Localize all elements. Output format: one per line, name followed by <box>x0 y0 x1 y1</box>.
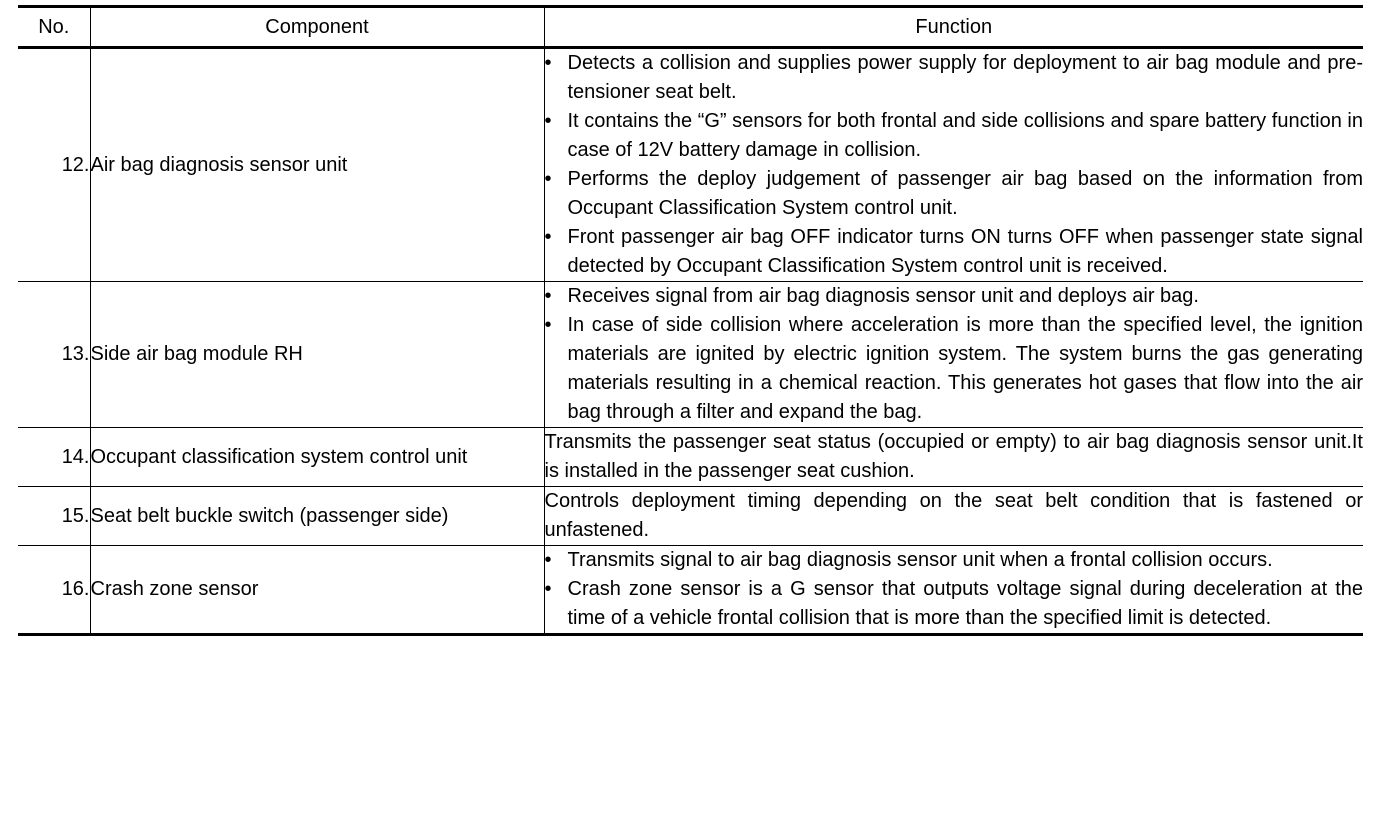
function-item-text: Performs the deploy judgement of passenger air bag based on the information from Occupant Classification System control unit. <box>567 168 1363 219</box>
row-number: 13. <box>18 282 90 428</box>
component-name: Seat belt buckle switch (passenger side) <box>90 487 544 546</box>
function-item <box>545 223 1364 281</box>
function-item <box>545 165 1364 223</box>
function-item-text: It contains the “G” sensors for both frontal and side collisions and spare battery function in case of 12V battery damage in collision. <box>567 110 1363 161</box>
function-item-text: Receives signal from air bag diagnosis sensor unit and deploys air bag. <box>567 285 1199 307</box>
component-name: Air bag diagnosis sensor unit <box>90 48 544 282</box>
bullet-icon: • <box>544 578 552 600</box>
header-function: Function <box>544 7 1363 48</box>
function-item-text: Detects a collision and supplies power supply for deployment to air bag module and pre-tensioner seat belt. <box>567 52 1363 103</box>
table-row <box>18 282 1363 428</box>
function-cell <box>544 428 1363 487</box>
function-item <box>545 282 1364 311</box>
bullet-icon: • <box>544 226 552 248</box>
function-item <box>545 311 1364 427</box>
header-no: No. <box>18 7 90 48</box>
function-cell <box>544 282 1363 428</box>
bullet-icon: • <box>544 314 552 336</box>
bullet-icon: • <box>544 285 552 307</box>
function-cell <box>544 48 1363 282</box>
function-item <box>545 575 1364 633</box>
function-item-text: Front passenger air bag OFF indicator turns ON turns OFF when passenger state signal detected by Occupant Classification System control unit is received. <box>567 226 1363 277</box>
bullet-icon: • <box>544 549 552 571</box>
component-function-table <box>18 5 1363 636</box>
table-header-row <box>18 7 1363 48</box>
function-list <box>545 49 1364 281</box>
table-row <box>18 546 1363 635</box>
row-number: 14. <box>18 428 90 487</box>
bullet-icon: • <box>544 168 552 190</box>
function-item <box>545 107 1364 165</box>
function-text: Controls deployment timing depending on the seat belt condition that is fastened or unfastened. <box>544 490 1363 541</box>
function-item <box>545 49 1364 107</box>
row-number: 16. <box>18 546 90 635</box>
table-row <box>18 428 1363 487</box>
row-number: 15. <box>18 487 90 546</box>
function-item <box>545 546 1364 575</box>
header-component: Component <box>90 7 544 48</box>
component-name: Occupant classification system control unit <box>90 428 544 487</box>
function-cell <box>544 487 1363 546</box>
bullet-icon: • <box>544 52 552 74</box>
function-item-text: Transmits signal to air bag diagnosis sensor unit when a frontal collision occurs. <box>567 549 1273 571</box>
function-item-text: Crash zone sensor is a G sensor that outputs voltage signal during deceleration at the time of a vehicle frontal collision that is more than the specified limit is detected. <box>567 578 1363 629</box>
component-name: Side air bag module RH <box>90 282 544 428</box>
component-name: Crash zone sensor <box>90 546 544 635</box>
bullet-icon: • <box>544 110 552 132</box>
table-row <box>18 48 1363 282</box>
table-row <box>18 487 1363 546</box>
function-list <box>545 546 1364 633</box>
function-text: Transmits the passenger seat status (occupied or empty) to air bag diagnosis sensor unit.It is installed in the passenger seat cushion. <box>544 431 1363 482</box>
function-list <box>545 282 1364 427</box>
function-item-text: In case of side collision where acceleration is more than the specified level, the ignition materials are ignited by electric ignition system. The system burns the gas generating materials resulting in a chemical reaction. This generates hot gases that flow into the air bag through a filter and expand the bag. <box>567 314 1363 423</box>
row-number: 12. <box>18 48 90 282</box>
component-function-document <box>18 5 1363 636</box>
function-cell <box>544 546 1363 635</box>
